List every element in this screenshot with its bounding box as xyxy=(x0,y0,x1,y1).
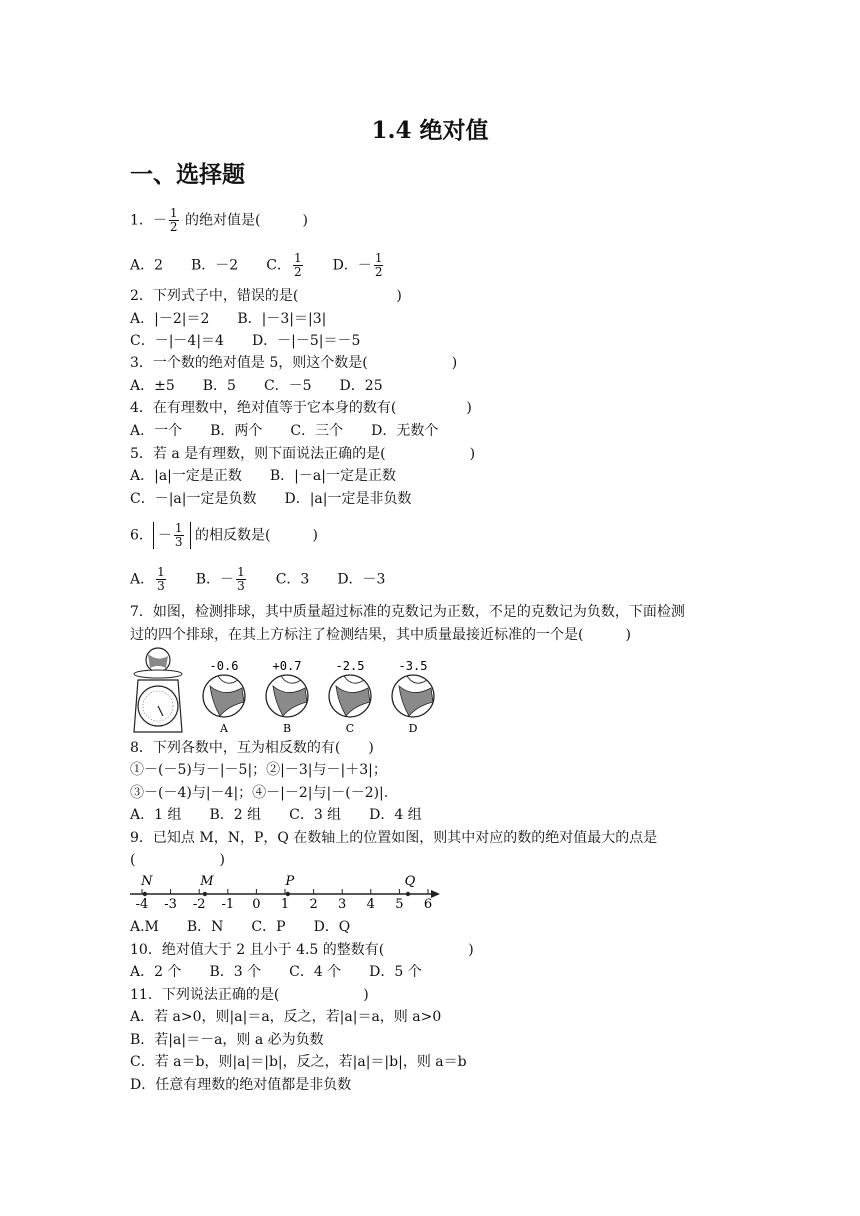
question-6-options: A． $\frac{1}{3}$ B．－ $\frac{1}{3}$ C．3 D．－3 xyxy=(130,565,386,593)
ball-value-label: -3.5 xyxy=(398,659,428,673)
question-7-line-2: 过的四个排球，在其上方标注了检测结果，其中质量最接近标准的一个是( ) xyxy=(130,627,631,643)
question-11-option-c: C．若 a＝b，则|a|＝|b|，反之，若|a|＝|b|，则 a＝b xyxy=(130,1054,467,1070)
question-10: 10．绝对值大于 2 且小于 4.5 的整数有( ) xyxy=(130,942,474,958)
question-5: 5．若 a 是有理数，则下面说法正确的是( ) xyxy=(130,446,476,462)
axis-tick-label: 6 xyxy=(423,897,433,912)
number-line-figure xyxy=(128,872,448,912)
question-5-options-cd: C．－|a|一定是负数 D．|a|一定是非负数 xyxy=(130,491,412,507)
question-8-pairs-2: ③－(－4)与|－4|；④－|－2|与|－(－2)|. xyxy=(130,785,389,801)
question-1: 1．－ $\frac{1}{2}$ 的绝对值是( ) xyxy=(130,206,308,234)
axis-point-m xyxy=(203,892,207,896)
question-7-line-1: 7．如图，检测排球，其中质量超过标准的克数记为正数，不足的克数记为负数，下面检测 xyxy=(130,604,685,620)
question-11: 11．下列说法正确的是( ) xyxy=(130,987,369,1003)
fraction: $\frac{1}{3}$ xyxy=(174,521,183,549)
fraction: $\frac{1}{3}$ xyxy=(237,565,245,593)
question-3: 3．一个数的绝对值是 5，则这个数是( ) xyxy=(130,355,458,371)
question-9-options: A.M B．N C．P D．Q xyxy=(130,919,351,935)
section-heading: 一、选择题 xyxy=(130,161,245,188)
question-2: 2．下列式子中，错误的是( ) xyxy=(130,288,402,304)
question-3-options: A．±5 B．5 C．－5 D．25 xyxy=(130,378,383,394)
page-title: 1.4 绝对值 xyxy=(371,117,489,144)
fraction: $\frac{1}{2}$ xyxy=(374,251,383,279)
axis-tick-label: 4 xyxy=(366,897,375,912)
axis-tick-label: -2 xyxy=(192,897,206,912)
axis-tick-label: -4 xyxy=(135,897,149,912)
fraction: $\frac{1}{2}$ xyxy=(293,251,302,279)
question-8-options: A．1 组 B．2 组 C．3 组 D．4 组 xyxy=(130,807,422,823)
axis-tick-label: 2 xyxy=(309,897,318,912)
volleyball-figure xyxy=(130,646,450,738)
question-2-options-ab: A．|－2|＝2 B．|－3|＝|3| xyxy=(130,311,327,327)
question-2-options-cd: C．－|－4|＝4 D．－|－5|＝－5 xyxy=(130,333,361,349)
arrow-icon xyxy=(431,890,440,898)
axis-point-label: P xyxy=(285,874,295,889)
question-5-options-ab: A．|a|一定是正数 B．|－a|一定是正数 xyxy=(130,468,396,484)
fraction: $\frac{1}{2}$ xyxy=(169,206,178,234)
ball-letter-label: B xyxy=(282,722,292,735)
question-6: 6． － $\frac{1}{3}$ 的相反数是( ) xyxy=(130,521,318,549)
question-11-option-b: B．若|a|＝－a，则 a 必为负数 xyxy=(130,1032,324,1048)
axis-tick-label: 1 xyxy=(280,897,290,912)
ball-c xyxy=(329,659,371,735)
question-8-pairs-1: ①－(－5)与－|－5|；②|－3|与－|＋3|； xyxy=(130,762,387,778)
ball-value-label: -0.6 xyxy=(209,659,239,673)
question-1-options: A．2 B．－2 C． $\frac{1}{2}$ D．－ $\frac{1}{2}$ xyxy=(130,251,383,279)
ball-letter-label: D xyxy=(408,722,418,735)
scale-icon xyxy=(134,648,182,732)
ball-letter-label: C xyxy=(345,722,355,735)
absolute-value: － $\frac{1}{3}$ xyxy=(153,522,191,549)
axis-tick-label: -3 xyxy=(164,897,177,912)
axis-tick-label: 5 xyxy=(395,897,404,912)
fraction: $\frac{1}{3}$ xyxy=(157,565,165,593)
question-10-options: A．2 个 B．3 个 C．4 个 D．5 个 xyxy=(130,964,422,980)
ball-letter-label: A xyxy=(220,722,228,735)
axis-tick-label: 0 xyxy=(252,897,261,912)
question-9-line-1: 9．已知点 M，N，P，Q 在数轴上的位置如图，则其中对应的数的绝对值最大的点是 xyxy=(130,830,658,846)
axis-point-label: N xyxy=(141,874,153,889)
axis-point-label: Q xyxy=(404,874,416,889)
ball-value-label: +0.7 xyxy=(272,659,302,673)
question-8: 8．下列各数中，互为相反数的有( ) xyxy=(130,740,374,756)
axis-point-p xyxy=(286,892,290,896)
ball-a xyxy=(203,659,245,735)
question-11-option-d: D．任意有理数的绝对值都是非负数 xyxy=(130,1077,352,1093)
axis-point-label: M xyxy=(200,874,214,889)
ball-d xyxy=(392,659,434,735)
axis-point-q xyxy=(406,892,410,896)
ball-b xyxy=(266,659,308,735)
question-11-option-a: A．若 a>0，则|a|＝a，反之，若|a|＝a，则 a>0 xyxy=(130,1009,442,1025)
ball-value-label: -2.5 xyxy=(335,659,365,673)
question-4: 4．在有理数中，绝对值等于它本身的数有( ) xyxy=(130,400,472,416)
axis-point-n xyxy=(143,892,147,896)
question-9-line-2: ( ) xyxy=(130,852,225,868)
axis-tick-label: 3 xyxy=(338,897,347,912)
question-4-options: A．一个 B．两个 C．三个 D．无数个 xyxy=(130,423,439,439)
axis-tick-label: -1 xyxy=(221,897,235,912)
